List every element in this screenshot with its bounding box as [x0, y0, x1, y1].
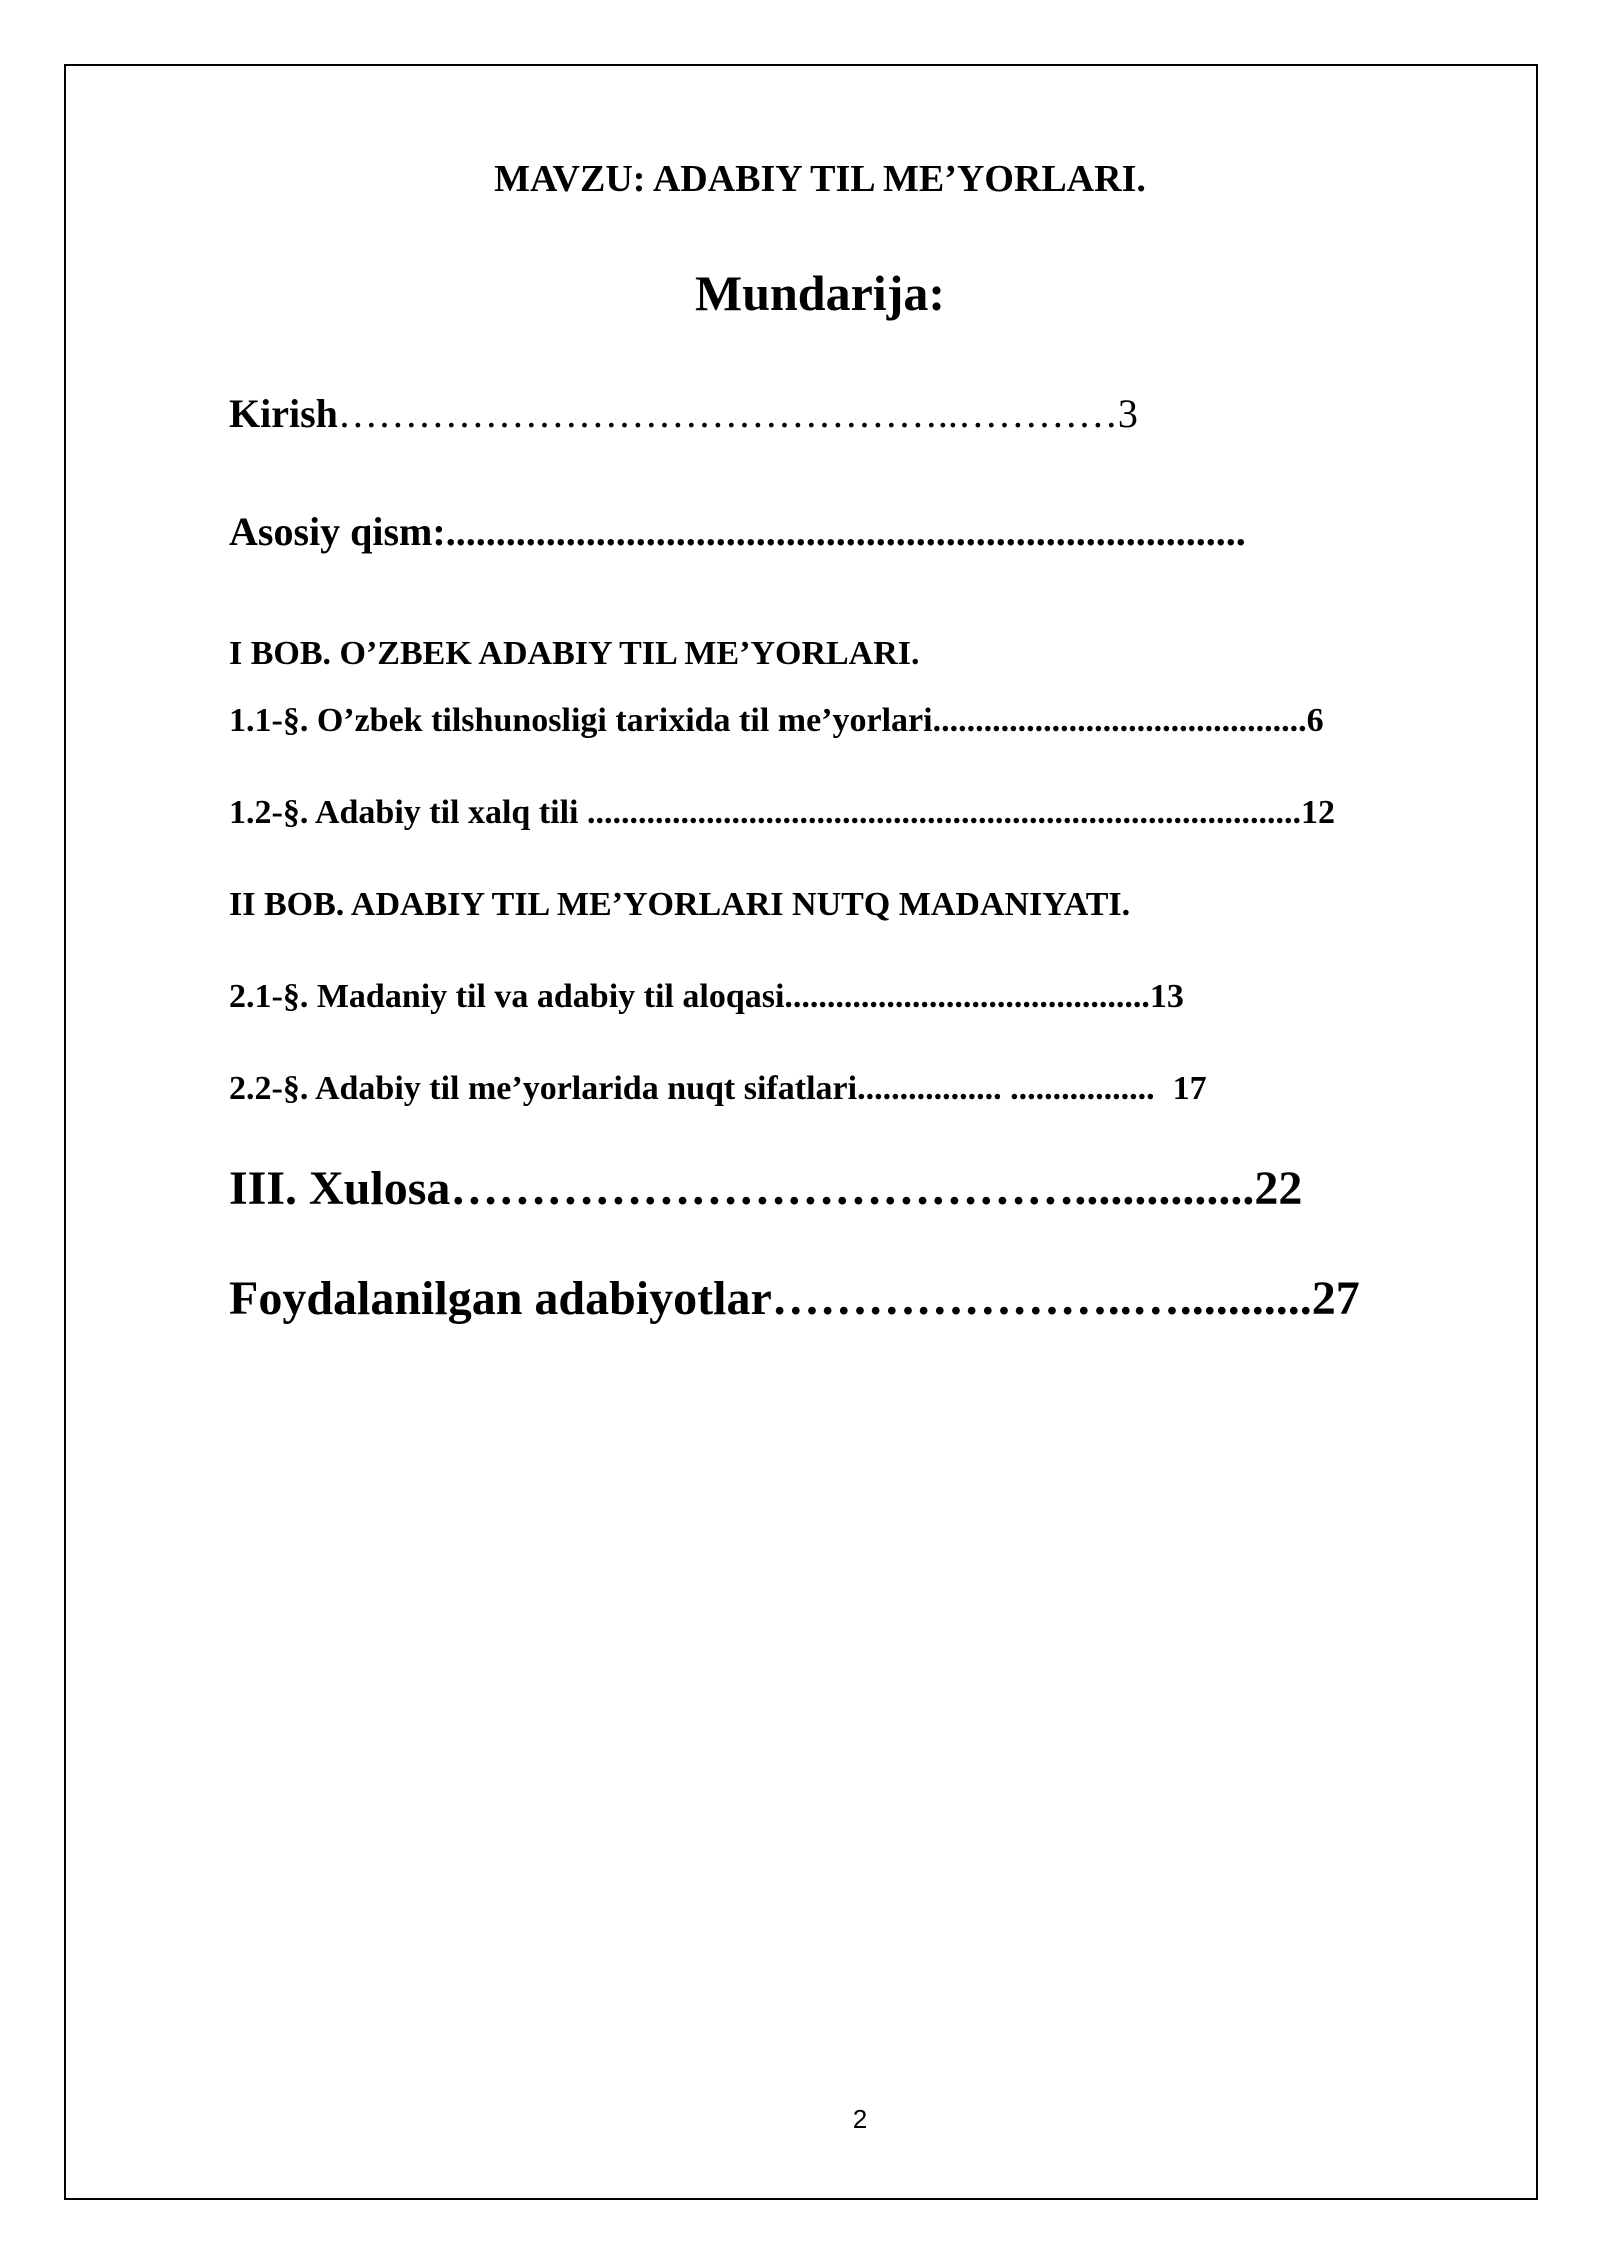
- toc-chapter-2: II BOB. ADABIY TIL ME’YORLARI NUTQ MADANIYATI.: [229, 886, 1131, 923]
- toc-entry-label: 1.2-§. Adabiy til xalq tili: [229, 794, 587, 831]
- toc-entry-asosiy: [229, 509, 1246, 554]
- toc-chapter-1: I BOB. O’ZBEK ADABIY TIL ME’YORLARI.: [229, 635, 920, 672]
- toc-entry-label: Foydalanilgan adabiyotlar: [229, 1272, 772, 1325]
- toc-entry-label: Kirish: [229, 391, 338, 436]
- toc-entry-kirish: [229, 391, 1138, 436]
- toc-leader-dots: …………………………………...............: [450, 1162, 1255, 1215]
- toc-entry-label: 2.1-§. Madaniy til va adabiy til aloqasi: [229, 978, 785, 1015]
- toc-entry-section-2-1: [229, 980, 1184, 1014]
- toc-entry-section-2-2: [229, 1072, 1207, 1106]
- toc-entry-xulosa: [229, 1162, 1303, 1215]
- toc-entry-section-1-1: [229, 704, 1324, 738]
- toc-entry-section-1-2: [229, 796, 1335, 830]
- toc-entry-label: Asosiy qism:: [229, 509, 446, 554]
- page-border: [64, 64, 1538, 2200]
- toc-leader-dots: ....................................................................................: [587, 794, 1301, 831]
- page-number: 2: [852, 2104, 868, 2134]
- toc-leader-dots: …………………..…...........: [771, 1272, 1312, 1325]
- toc-leader-dots: ................. .................: [857, 1070, 1155, 1107]
- toc-page-number: 13: [1149, 978, 1184, 1015]
- toc-leader-dots: ............................................: [932, 702, 1307, 739]
- document-topic: MAVZU: ADABIY TIL ME’YORLARI.: [494, 158, 1146, 200]
- toc-page-number: 6: [1306, 702, 1324, 739]
- toc-page-number: 12: [1301, 794, 1335, 831]
- toc-leader-dots: ................................................................................: [445, 509, 1246, 554]
- toc-page-number: 3: [1117, 391, 1138, 436]
- toc-page-number: 22: [1254, 1162, 1303, 1215]
- toc-heading: Mundarija:: [695, 265, 945, 321]
- toc-page-number: 17: [1172, 1070, 1207, 1107]
- toc-entry-label: III. Xulosa: [229, 1162, 451, 1215]
- toc-leader-dots: ...........................................: [784, 978, 1150, 1015]
- toc-entry-label: 2.2-§. Adabiy til me’yorlarida nuqt sifatlari: [229, 1070, 858, 1107]
- toc-entry-adabiyotlar: [229, 1272, 1360, 1325]
- toc-page-number: 27: [1311, 1272, 1360, 1325]
- toc-entry-label: 1.1-§. O’zbek tilshunosligi tarixida til me’yorlari: [229, 702, 933, 739]
- toc-leader-dots: ………………………………………..…………: [337, 391, 1118, 436]
